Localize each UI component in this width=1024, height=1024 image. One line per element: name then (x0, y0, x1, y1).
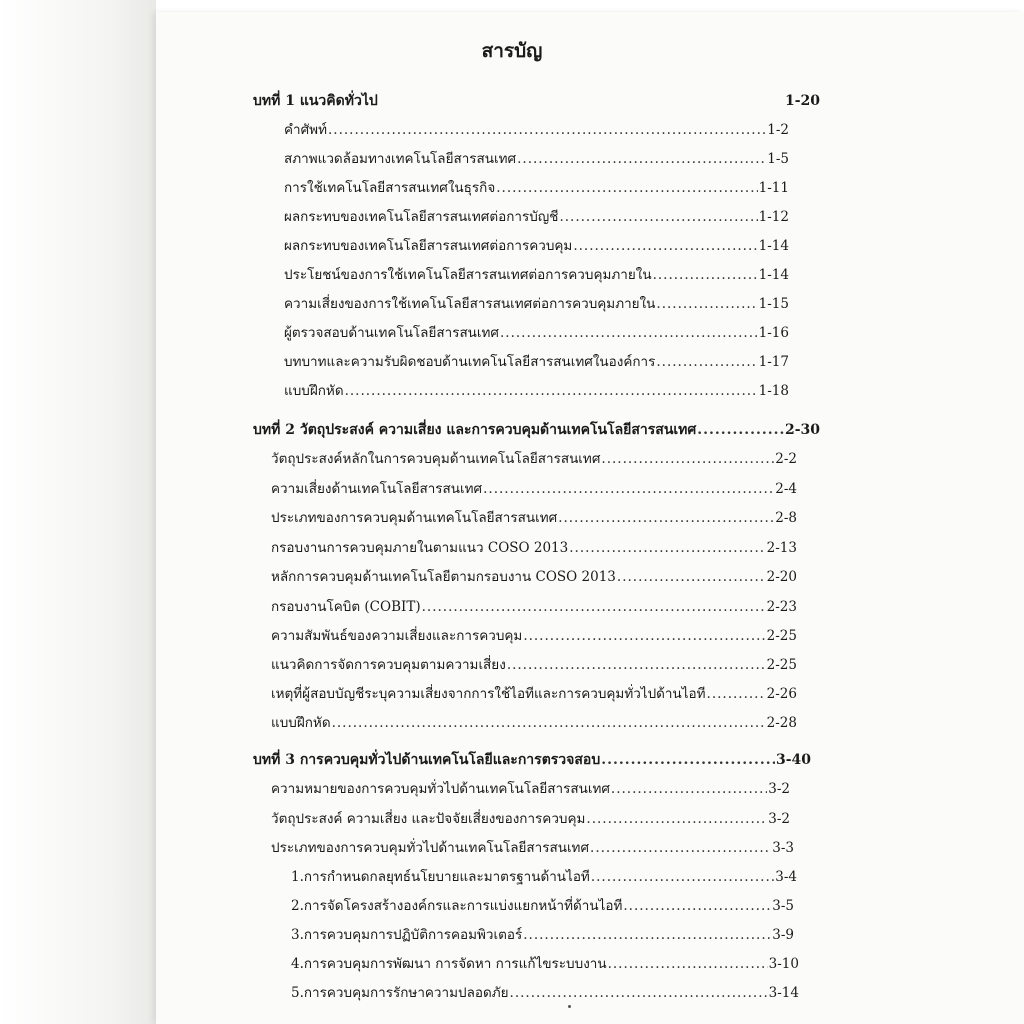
toc-page-number: 3-14 (768, 985, 799, 1001)
toc-page-number: 1-20 (784, 93, 820, 109)
toc-page-number: 1-17 (758, 354, 789, 370)
toc-subentry[interactable] (291, 984, 799, 1002)
leader-dots (656, 295, 757, 313)
toc-entry[interactable] (284, 353, 789, 371)
toc-entry-label: ความสัมพันธ์ของความเสี่ยงและการควบคุม (271, 628, 523, 644)
toc-entry-label: ประเภทของการควบคุมทั่วไปด้านเทคโนโลยีสารสนเทศ (271, 840, 590, 856)
toc-entry-label: วัตถุประสงค์ ความเสี่ยง และปัจจัยเสี่ยงของการควบคุม (271, 811, 586, 827)
leader-dots (591, 868, 774, 886)
leader-dots (653, 266, 758, 284)
toc-entry-label: ความหมายของการควบคุมทั่วไปด้านเทคโนโลยีสารสนเทศ (271, 781, 610, 797)
toc-entry[interactable] (284, 150, 789, 168)
toc-entry[interactable] (271, 480, 797, 498)
toc-page-number: 3-9 (772, 927, 794, 943)
leader-dots (617, 568, 766, 586)
toc-page-number: 2-25 (766, 628, 797, 644)
toc-entry[interactable] (284, 179, 789, 197)
toc-page-number: 2-8 (775, 510, 797, 526)
toc-page-number: 3-2 (768, 811, 790, 827)
toc-entry-label: ผลกระทบของเทคโนโลยีสารสนเทศต่อการควบคุม (284, 238, 573, 254)
toc-page-number: 2-4 (775, 481, 797, 497)
toc-entry[interactable] (271, 839, 794, 857)
leader-dots (601, 450, 774, 468)
toc-subentry[interactable] (291, 955, 799, 973)
toc-entry-label: บทบาทและความรับผิดชอบด้านเทคโนโลยีสารสนเทศในองค์การ (284, 354, 656, 370)
toc-entry-label: 2.การจัดโครงสร้างองค์กรและการแบ่งแยกหน้าที่ด้านไอที (291, 898, 623, 914)
leader-dots (328, 121, 766, 139)
toc-page-number: 1-16 (758, 325, 789, 341)
leader-dots (332, 714, 766, 732)
page-title: สารบัญ (481, 40, 543, 62)
toc-page-number: 2-13 (766, 540, 797, 556)
toc-entry-label: หลักการควบคุมด้านเทคโนโลยีตามกรอบงาน COSO 2013 (271, 569, 616, 585)
leader-dots (697, 421, 784, 439)
leader-dots (573, 237, 757, 255)
toc-entry[interactable] (284, 266, 789, 284)
toc-entry[interactable] (271, 714, 797, 732)
toc-subentry[interactable] (291, 926, 794, 944)
toc-page-number: 1-2 (767, 122, 789, 138)
toc-page-number: 2-23 (766, 599, 797, 615)
toc-entry-label: ประโยชน์ของการใช้เทคโนโลยีสารสนเทศต่อการควบคุมภายใน (284, 267, 652, 283)
toc-entry[interactable] (284, 208, 789, 226)
toc-chapter-label: บทที่ 3 การควบคุมทั่วไปด้านเทคโนโลยีและการตรวจสอบ (253, 752, 601, 768)
toc-entry-label: ความเสี่ยงด้านเทคโนโลยีสารสนเทศ (271, 481, 483, 497)
toc-entry-label: ประเภทของการควบคุมด้านเทคโนโลยีสารสนเทศ (271, 510, 558, 526)
toc-entry[interactable] (284, 237, 789, 255)
leader-dots (623, 897, 771, 915)
toc-entry[interactable] (271, 450, 797, 468)
toc-entry-label: 3.การควบคุมการปฏิบัติการคอมพิวเตอร์ (291, 927, 523, 943)
toc-page-number: 2-2 (775, 451, 797, 467)
leader-dots (590, 839, 771, 857)
leader-dots (345, 382, 758, 400)
leader-dots (656, 353, 757, 371)
leader-dots (608, 955, 768, 973)
leader-dots (559, 208, 757, 226)
toc-entry[interactable] (284, 121, 789, 139)
leader-dots (569, 539, 765, 557)
leader-dots (523, 627, 765, 645)
toc-page-number: 1-11 (758, 180, 789, 196)
toc-page-number: 2-20 (766, 569, 797, 585)
leader-dots (601, 751, 775, 769)
toc-entry[interactable] (271, 685, 797, 703)
toc-chapter-label: บทที่ 2 วัตถุประสงค์ ความเสี่ยง และการควบคุมด้านเทคโนโลยีสารสนเทศ (253, 422, 697, 438)
toc-chapter-label: บทที่ 1 แนวคิดทั่วไป (253, 93, 378, 109)
toc-chapter-3[interactable] (253, 751, 811, 769)
leader-dots (611, 780, 767, 798)
leader-dots (523, 926, 771, 944)
leader-dots (500, 324, 758, 342)
leader-dots (507, 656, 766, 674)
toc-entry-label: แบบฝึกหัด (271, 715, 331, 731)
toc-entry-label: ผลกระทบของเทคโนโลยีสารสนเทศต่อการบัญชี (284, 209, 559, 225)
toc-entry[interactable] (284, 324, 789, 342)
toc-chapter-2[interactable] (253, 421, 820, 439)
page-edge-shadow (0, 0, 156, 1024)
toc-page-number: 1-5 (767, 151, 789, 167)
leader-dots (496, 179, 757, 197)
toc-page-number: 3-4 (775, 869, 797, 885)
leader-dots (707, 685, 766, 703)
toc-page-number: 2-30 (784, 422, 820, 438)
leader-dots (586, 810, 767, 828)
toc-entry[interactable] (271, 539, 797, 557)
toc-entry[interactable] (271, 656, 797, 674)
toc-entry-label: 4.การควบคุมการพัฒนา การจัดหา การแก้ไขระบบงาน (291, 956, 607, 972)
leader-dots (517, 150, 766, 168)
toc-page-number: 2-25 (766, 657, 797, 673)
toc-entry-label: การใช้เทคโนโลยีสารสนเทศในธุรกิจ (284, 180, 496, 196)
leader-dots (422, 598, 766, 616)
toc-entry[interactable] (271, 598, 797, 616)
toc-page-number: 1-18 (758, 383, 789, 399)
toc-page-number: 3-5 (772, 898, 794, 914)
toc-chapter-1[interactable] (253, 92, 820, 110)
toc-entry-label: คำศัพท์ (284, 122, 327, 138)
toc-entry[interactable] (284, 295, 789, 313)
toc-entry-label: แนวคิดการจัดการควบคุมตามความเสี่ยง (271, 657, 506, 673)
toc-entry-label: 5.การควบคุมการรักษาความปลอดภัย (291, 985, 509, 1001)
toc-subentry[interactable] (291, 897, 794, 915)
toc-entry-label: วัตถุประสงค์หลักในการควบคุมด้านเทคโนโลยีสารสนเทศ (271, 451, 601, 467)
toc-entry-label: ผู้ตรวจสอบด้านเทคโนโลยีสารสนเทศ (284, 325, 499, 341)
toc-entry[interactable] (271, 509, 797, 527)
toc-entry-label: 1.การกำหนดกลยุทธ์นโยบายและมาตรฐานด้านไอที (291, 869, 590, 885)
scan-speck (568, 1005, 571, 1008)
toc-page-number: 3-40 (775, 752, 811, 768)
toc-page-number: 1-14 (758, 238, 789, 254)
toc-page-number: 1-14 (758, 267, 789, 283)
toc-entry-label: แบบฝึกหัด (284, 383, 344, 399)
toc-entry[interactable] (271, 568, 797, 586)
leader-dots (483, 480, 774, 498)
toc-page-number: 3-3 (772, 840, 794, 856)
toc-subentry[interactable] (291, 868, 797, 886)
toc-entry-label: เหตุที่ผู้สอบบัญชีระบุความเสี่ยงจากการใช้ไอทีและการควบคุมทั่วไปด้านไอที (271, 686, 706, 702)
leader-dots (510, 984, 768, 1002)
leader-dots (558, 509, 774, 527)
toc-page-number: 2-28 (766, 715, 797, 731)
toc-page-number: 3-10 (768, 956, 799, 972)
toc-entry[interactable] (271, 810, 790, 828)
toc-entry[interactable] (271, 780, 790, 798)
toc-entry-label: สภาพแวดล้อมทางเทคโนโลยีสารสนเทศ (284, 151, 517, 167)
toc-entry[interactable] (271, 627, 797, 645)
toc-entry-label: กรอบงานการควบคุมภายในตามแนว COSO 2013 (271, 540, 569, 556)
toc-page-number: 3-2 (768, 781, 790, 797)
toc-page-number: 2-26 (766, 686, 797, 702)
toc-page-number: 1-15 (758, 296, 789, 312)
toc-entry-label: ความเสี่ยงของการใช้เทคโนโลยีสารสนเทศต่อการควบคุมภายใน (284, 296, 656, 312)
toc-entry-label: กรอบงานโคบิต (COBIT) (271, 599, 421, 615)
toc-page-number: 1-12 (758, 209, 789, 225)
toc-entry[interactable] (284, 382, 789, 400)
